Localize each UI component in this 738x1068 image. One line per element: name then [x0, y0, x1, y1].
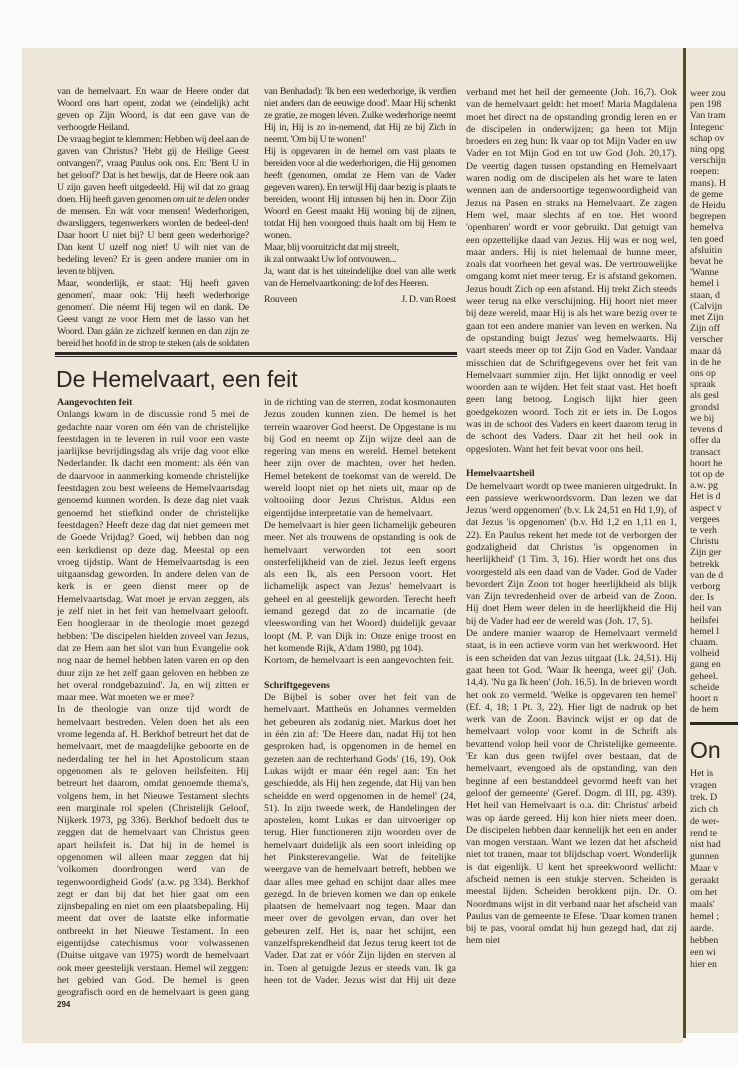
text-line: te verh	[690, 524, 717, 536]
text-line: tevens d	[690, 424, 723, 436]
paragraph: Ja, want dat is het uiteindelijke doel van alle werk van de Hemelvaartkoning: de lof des Heeren.	[264, 266, 456, 289]
text-line: Zijn ger	[690, 547, 722, 559]
text-line: ning opg	[690, 144, 725, 156]
text-line: hoort n	[690, 692, 719, 704]
text-line: heil van	[690, 603, 722, 615]
text-line: Het is d	[690, 491, 721, 503]
text-line: van de d	[690, 569, 724, 581]
text-line: als gesl	[690, 390, 720, 402]
text-line: hemel i	[690, 278, 720, 290]
author: J. D. van Roest	[401, 294, 456, 305]
text-span: onder de mensen. En wát voor mensen! Wederhorigen, dwarsliggers, tegenwerkers worden de bedeel-den! Daar hoort U niet bij? U bent geen wederhorige? Dan kent U uzelf nog niet! U wilt niet van de bedeling leven? Er is geen andere manier om in leven te blijven.	[57, 194, 250, 277]
paragraph: Onlangs kwam in de discussie rond 5 mei de gedachte naar voren om één van de christelijke feestdagen in te leveren in ruil voor een vaste jaarlijkse bevrijdingsdag als vrije dag voor elke Nederlander. Ik dacht een moment: als één van de daarvoor in aanmerking komende christelijke feestdagen zou best weleens de Hemelvaartsdag genoemd kunnen worden. Is deze dag niet vaak genoemd het stiefkind onder de christelijke feestdagen? Heeft deze dag dat niet gemeen met de Goede Vrijdag? Goed, wij hebben dan nog een kerkdienst op deze dag. Meestal op een vroeg tijdstip. Want de Hemelvaartsdag is een uitgaansdag geworden. In andere delen van de kerk is er geen dienst meer op de Hemelvaartsdag. Wat moet je ervan zeggen, als je zelf niet in het feit van hemelvaart gelooft. Een hoogleraar in de theologie moet gezegd hebben: 'De discipelen hielden zoveel van Jezus, dat ze Hem aan het slot van hun Evangelie ook nog naar de hemel hebben laten varen en op den duur zijn ze het zelf gaan geloven en hebben ze het overal rondgebazuind'. Ja, en wij zitten er maar mee. Wat moeten we er mee?	[57, 409, 249, 704]
text-line: vergees	[690, 513, 720, 525]
text-line: verscher	[690, 334, 724, 346]
text-line: verschijn	[690, 155, 726, 167]
text-line: aspect v	[690, 502, 722, 514]
italic-text: om uit te delen	[172, 194, 227, 205]
text-line: hebben	[690, 934, 719, 946]
paragraph: De hemelvaart wordt op twee manieren uitgedrukt. In een passieve werkwoordsvorm. Dan lezen we dat Jezus 'werd opgenomen' (b.v. Lk 24,51 en Hd 1,9), of dat Jezus 'is opgenomen' (b.v. Hd 1,2 en 1,11 en 1, 22). En Paulus rekent het mede tot de verborgen der godzaligheid dat Christus 'is opgenomen in heerlijkheid' (1 Tim. 3, 16). Hier wordt het ons dus voorgesteld als een daad van de Vader. God de Vader bevordert Zijn Zoon tot hoger heerlijkheid als blijk van Zijn tevredenheid over de arbeid van de Zoon. Hij doet Hem weer delen in de heerlijkheid die Hij bij de Vader had eer de wereld was (Joh. 17, 5).	[466, 480, 677, 627]
text-line: aarde.	[690, 922, 714, 934]
divider-rule-thin	[55, 356, 457, 357]
paragraph: De Bijbel is sober over het feit van de hemelvaart. Mattheüs en Johannes vermelden het gebeuren als zodanig niet. Markus doet het in één zin af: 'De Heere dan, nadat Hij tot hen gesproken had, is opgenomen in de hemel en gezeten aan de rechterhand Gods' (16, 19). Ook Lukas wijdt er maar één regel aan: 'En het geschiedde, als Hij hen zegende, dat Hij van hen scheidde en werd opgenomen in de hemel' (24, 51). In zijn tweede werk, de Handelingen der apostelen, komt Lukas er dan uitvoeriger op terug. Hier functioneren zijn woorden over de hemelvaart duidelijk als een soort inleiding op het Pinksterevangelie. Wat de feitelijke weergave van de hemelvaart betreft, hebben we daar alles mee gehad en schijnt daar alles mee gezegd. In de brieven komen we dan op enkele plaatsen de hemelvaart nog tegen. Maar dan meer over de gevolgen ervan, dan over het gebeuren zelf. Het is, naar het schijnt, een vanzelfsprekendheid dat Jezus terug keert tot de Vader. Dat zat er vóór Zijn lijden en sterven al in. Toen al getuigde Jezus er steeds van. Ik ga heen tot de Vader. Jezus wist dat Hij uit deze	[264, 692, 456, 986]
text-line: (Calvijn	[690, 300, 723, 312]
text-line: maar dá	[690, 345, 722, 357]
next-article-title: On	[690, 737, 721, 763]
article-title: De Hemelvaart, een feit	[56, 366, 298, 392]
text-line: de geme	[690, 188, 723, 200]
text-line: offer da	[690, 435, 721, 447]
text-line: spraak	[690, 379, 716, 391]
text-line: Integenc	[690, 121, 724, 133]
text-line: gunnen	[690, 851, 719, 863]
text-line: we bij	[690, 412, 715, 424]
paragraph: Hij is opgevaren in de hemel om vast plaats te bereiden voor al die wederhorigen, die Hij genomen heeft (genomen, omdat ze Hem van de Vader gegeven waren). En terwijl Hij daar bezig is plaats te bereiden, woont Hij intussen bij hen in. Door Zijn Woord en Geest maakt Hij woning bij de zijnen, totdat Hij hen voorgoed thuis haalt om bij Hem te wonen.	[264, 146, 456, 241]
poem-line: Maar, blij vooruitzicht dat mij streelt,	[264, 242, 399, 253]
text-line: betrekk	[690, 558, 720, 570]
paragraph: Kortom, de hemelvaart is een aangevochten feit.	[264, 655, 454, 667]
text-line: a.w. pg	[690, 480, 718, 492]
text-line: Het is	[690, 768, 714, 779]
text-line: 'Wanne	[690, 267, 719, 279]
subheading: Aangevochten feit	[57, 397, 133, 408]
text-line: afsluitin	[690, 244, 723, 256]
text-line: bevat he	[690, 256, 723, 268]
article-columns	[57, 397, 456, 1000]
text-line: geheel.	[690, 670, 719, 682]
paragraph: De hemelvaart is hier geen lichamelijk gebeuren meer. Net als trouwens de opstanding is ook de hemelvaart verworden tot een soort onsterfelijkheid van de ziel. Jezus leeft ergens als een Ik, als een Persoon voort. Het lichamelijk aspect van Jezus' hemelvaart is geheel en al geestelijk geworden. Terecht heeft iemand gezegd dat zo de incarnatie (de vleeswording van het Woord) duidelijk gevaar loopt (M. P. van Dijk in: Onze enige troost en het komende Rijk, A'dam 1980, pg 104).	[264, 519, 456, 654]
paragraph: De andere manier waarop de Hemelvaart vermeld staat, is in een actieve vorm van het werkwoord. Het is een scheiden dat van Jezus uitgaat (Lk. 24,51). Hij gaat heen tot God. 'Waar Ik heenga, weet gij' (Joh. 14,4). 'Nu ga Ik heen' (Joh. 16,5). In de brieven wordt het ook zo vermeld. 'Welke is opgevaren ten hemel' (Ef. 4, 18; 1 Pt. 3, 22). Hier ligt de nadruk op het werk van de Zoon. Bavinck wijst er op dat de hemelvaart volop voor komt in de Schrift als bevattend volop heil voor de Christelijke gemeente. 'Er kan dus geen twijfel over bestaan, dat de hemelvaart, evengoed als de opstanding, van den beginne af een bestanddeel gevormd heeft van het geloof der gemeente' (Geref. Dogm. dl III, pg. 439). Het heil van Hemelvaart is o.a. dit: Christus' arbeid was op áarde gereed. Hij kon hier niets meer doen. De discipelen hebben daar kennelijk het een en ander van mogen verstaan. Want we lezen dat het afscheid niet tot tranen, maar tot blijdschap voert. Wonderlijk is dat eigenlijk. U kent het spreekwoord wellicht: afscheid nemen is een stukje sterven. Scheiden is meestal lijden. Scheiden berokkent pijn. Dr. O. Noordmans wijst in dit verband naar het afscheid van Paulus van de gemeente te Efese. 'Daar komen tranen bij te pas, vooral omdat hij hun gezegd had, dat zij hem niet	[466, 628, 677, 947]
text-line: Zijn off	[690, 323, 721, 335]
text-line: hemelva	[690, 222, 724, 234]
subheading: Hemelvaartsheil	[466, 468, 535, 480]
paragraph: In de theologie van onze tijd wordt de hemelvaart bestreden. Velen doen het als een vrome legenda af. H. Berkhof betreurt het dat de hemelvaart, met de maagdelijke geboorte en de nederdaling ter hel in het Apostolicum staan opgenomen als te geloven heilsfeiten. Hij betreurt het daarom, omdat genoemde thema's, volgens hem, in het Nieuwe Testament slechts een marginale rol spelen (Christelijk Geloof, Nijkerk 1973, pg 336). Berkhof bedoelt dus te zeggen dat de hemelvaart van Christus geen apart heilsfeit is. Dat hij in de hemel is opgenomen wil alleen maar zeggen dat hij 'volkomen doordrongen werd van de tegenwoordigheid Gods' (a.w. pg 334). Berkhof zegt er dan bij dat het hier gaat om een zijnsbepaling en niet om een plaatsbepaling. Hij meent dat over de laatste elke informatie ontbreekt in het Nieuwe Testament. In een eigentijdse catechismus voor volwassenen (Duitse uitgave van 1975) wordt de hemelvaart ook meer geestelijk verstaan. Hemel wil zeggen: het gebied van God. De hemel is geen geografisch oord en de hemelvaart is geen gang in de richting van de sterren, zodat kosmonauten Jezus zouden kunnen zien. De hemel is het terrein waarover God heerst. De Opgestane is nu bij God en neemt op Zijn wijze deel aan de regering van mens en wereld. Hemel betekent heer zijn over de machten, over het heden. Hemel betekent de toekomst van de wereld. De wereld loopt niet op het niets uit, maar op de voltooiing door Jezus Christus. Aldus een eigentijdse interpretatie van de hemelvaart.	[57, 397, 456, 999]
text-line: vragen	[690, 779, 717, 791]
text-line: hier en	[690, 958, 717, 970]
text-line: ons op	[690, 368, 716, 380]
article-column-3	[466, 87, 677, 1032]
subheading: Schriftgegevens	[264, 679, 330, 691]
text-line: begrepen	[690, 211, 726, 223]
text-line: de hem	[690, 704, 719, 716]
text-line: de wer-	[690, 815, 720, 827]
text-line: transact	[690, 446, 721, 458]
text-line: heilsfei	[690, 614, 719, 626]
text-line: met Zijn	[690, 312, 724, 324]
text-line: gang en	[690, 659, 721, 671]
text-line: verborg	[690, 580, 721, 592]
text-line: nist had	[690, 839, 721, 851]
text-line: roepen:	[690, 166, 720, 178]
text-line: hemel l	[690, 625, 720, 637]
divider-rule	[690, 722, 738, 725]
text-line: ten goed	[690, 233, 724, 245]
paragraph: Maar, wonderlijk, er staat: 'Hij heeft gaven genomen', maar ook: 'Hij heeft wederhorige genomen'. Die néemt Hij tegen wil en dank. De Geest vangt ze voor Hem met de lasso van het Woord. Dan gáán ze zichzelf kennen en dan zijn ze bereid het hoofd in de strop te steken (als de soldaten van Benhadad): 'Ik ben een wederhorige, ik verdien niet anders dan de eeuwige dood'. Maar Hij schenkt ze gratie, ze mogen léven. Zulke wederhorige neemt Hij in, Hij is zo in-nemend, dat Hij ze bij Zich in neemt. 'Om bij U te wonen!'	[57, 86, 456, 349]
text-line: mans). H	[690, 177, 726, 189]
text-line: een wi	[690, 946, 716, 958]
text-line: scheide	[690, 681, 720, 693]
page-number: 294	[57, 1000, 71, 1009]
text-line: om het	[690, 887, 717, 899]
paragraph: verband met het heil der gemeente (Joh. 16,7). Ook van de hemelvaart geldt: het moet! Maria Magdalena moet het direct na de opstanding grondig leren en er de discipelen in onderwijzen; ga heen tot Mijn broeders en zeg hun: Ik vaar op tot Mijn Vader en uw Vader en tot Mijn God en tot uw God (Joh. 20,17). De veertig dagen tussen opstanding en Hemelvaart waren nodig om de discipelen als het ware te laten wennen aan de andersoortige tegenwoordigheid van Jezus na Pasen en straks na Hemelvaart. Ze zagen Hem wel, maar slechts af en toe. Het woord 'openbaren' wordt er voor gebruikt. Dat getuigt van een opzettelijke daad van Jezus. Hij was er nog wel, maar anders. Hij is niet helemaal de hunne meer, zoals dat voorheen het geval was. De vertrouwelijke omgang komt niet meer terug. Er is afstand gekomen. Jezus houdt Zich op een afstand. Hij trekt Zich steeds weer terug na elke verschijning. Hij hoort niet meer bij deze wereld, maar Hij is als het ware bezig over te gaan tot een andere manier van leven en werken. Na de opstanding buigt Jezus' weg hemelwaarts. Hij vaart steeds meer op tot Zijn God en Vader. Vandaar misschien dat de Schriftgegevens over het feit van Hemelvaart summier zijn. Het lijkt onnodig er veel woorden aan te wijden. Het feit staat vast. Het hoeft geen lang betoog. Logisch lijkt hier geen goedgekozen woord. Toch zit er iets in. De Logos was in de schoot des Vaders en keert daarom terug in de schoot des Vaders. Daar zit het heil ook in opgesloten. Want het feit bevat voor ons heil.	[466, 87, 677, 455]
text-line: Van tram	[690, 110, 726, 122]
text-line: hoort he	[690, 457, 723, 469]
meditation-columns	[57, 86, 456, 350]
place: Rouveen	[264, 294, 298, 305]
divider-rule	[55, 352, 457, 355]
text-line: hemel ;	[690, 910, 720, 922]
poem-line: ik zal ontwaakt Uw lof ontvouwen...	[264, 254, 397, 265]
text-line: staan, d	[690, 289, 720, 301]
next-page-column-bottom	[690, 768, 721, 970]
next-page-column-top	[690, 88, 726, 715]
text-line: der. Is	[690, 592, 714, 604]
text-line: Maar v	[690, 863, 719, 875]
text-span: De vraag begint te klemmen: Hebben wij deel aan de gaven van Christus? 'Hebt gij de Heilige Geest ontvangen?', vraag Paulus ook ons. En: 'Bent U in het geloof?' Dat is het bewijs, dat de Heere ook aan U zijn gaven heeft uitgedeeld. Hij wil dat zo graag doen. Hij heeft gaven genomen	[57, 134, 250, 205]
text-line: Christu	[690, 536, 719, 548]
text-line: grondsl	[690, 401, 720, 413]
text-line: tot op de	[690, 468, 725, 480]
text-line: rend te	[690, 827, 717, 839]
text-line: in de he	[690, 356, 722, 368]
text-line: geraakt	[690, 875, 719, 887]
text-line: zich ch	[690, 803, 719, 815]
text-line: volheid	[690, 648, 720, 660]
text-line: weer zou	[690, 88, 726, 99]
text-line: schap ov	[690, 132, 725, 144]
right-page	[686, 48, 738, 1033]
signature	[264, 294, 456, 306]
paragraph: van de hemelvaart. En waar de Heere onder dat Woord ons hart opent, zodat we (eindelijk) acht geven op Zijn Woord, is dat een gave van de verhoogde Heiland.	[57, 86, 249, 133]
paragraph	[57, 134, 249, 278]
text-line: chaam.	[690, 636, 719, 648]
text-line: maals'	[690, 898, 715, 910]
text-line: pen 198	[690, 99, 722, 111]
text-line: trek. D	[690, 791, 718, 803]
text-line: de Heidu	[690, 200, 726, 212]
